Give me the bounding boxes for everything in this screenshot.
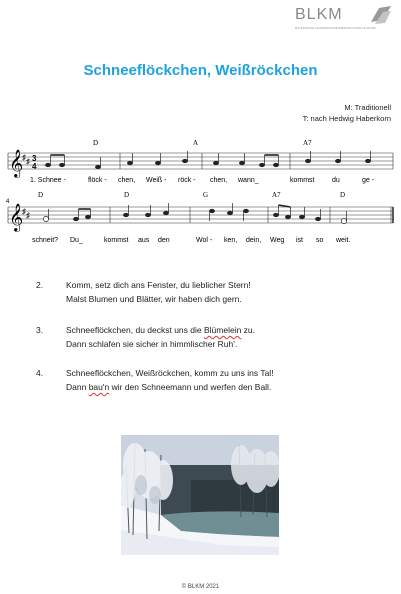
lyric-syllable: Du_ [70,237,83,244]
spellcheck-word: bau'n [88,382,110,392]
lyric-syllable: weit. [336,237,351,244]
chord: D [38,191,44,199]
chord: A [193,139,199,147]
sharp-icon: ♯ [26,157,30,166]
sharp-icon: ♯ [26,211,30,220]
lyric-syllable: chen, [210,177,228,184]
verse-line: Schneeflöckchen, Weißröckchen, komm zu uns ins Tal! [66,368,274,378]
lyric-syllable: ken, [224,237,238,244]
sharp-icon: ♯ [22,153,26,162]
chord: A7 [272,191,281,199]
music-credit: M: Traditionell [344,103,391,112]
measure-number: 4 [6,199,10,205]
chord: D [93,139,99,147]
lyric-syllable: kommst [104,237,129,244]
logo-subtitle: BAYERISCHE LANDESKOORDINIERUNGSSTELLE MUSIK [295,26,377,30]
chord: D [340,191,346,199]
time-signature-top: 3 [32,154,37,163]
lyric-syllable: flöck - [88,177,107,184]
chord: G [203,191,209,199]
lyric-syllable: aus [138,237,150,244]
lyric-syllable: 1. Schnee - [30,177,66,184]
winter-landscape-photo [121,435,279,555]
verse-line: Komm, setz dich ans Fenster, du lieblicher Stern! [66,280,251,290]
music-notes-icon [369,4,393,26]
blkm-logo [295,4,393,36]
staff-2 [8,207,393,223]
verse-line: Dann schlafen sie sicher in himmlischer Ruh'. [66,339,238,349]
lyric-syllable: chen, [118,177,136,184]
notes-staff-2 [43,203,346,224]
lyric-syllable: dein, [246,237,262,244]
lyric-syllable: so [316,237,324,244]
song-title: Schneeflöckchen, Weißröckchen [83,62,318,79]
lyric-syllable: ist [296,237,303,244]
lyric-syllable: schneit? [32,237,59,244]
lyric-syllable: Weiß - [146,177,167,184]
sheet-music [0,130,401,250]
lyric-syllable: röck - [178,177,196,184]
time-signature-bottom: 4 [32,162,37,171]
verse-number: 3. [36,325,44,335]
verse-line: Dann bau'n wir den Schneemann und werfen den Ball. [66,382,272,392]
chord: D [124,191,130,199]
chord: A7 [303,139,312,147]
notes-staff-1 [45,151,370,169]
lyric-syllable: wann_ [238,177,259,184]
verse-line: Schneeflöckchen, du deckst uns die Blümelein zu. [66,325,256,335]
copyright: © BLKM 2021 [181,584,220,590]
lyric-syllable: du [332,177,340,184]
spellcheck-word: Blümelein [203,325,242,335]
lyric-syllable: Wol - [196,237,213,244]
treble-clef-icon: 𝄞 [9,149,24,177]
lyrics-staff-1 [30,177,375,184]
lyric-syllable: Weg [270,237,285,244]
verse-line: Malst Blumen und Blätter, wir haben dich gern. [66,294,242,304]
sharp-icon: ♯ [22,207,26,216]
lyric-syllable: den [158,237,170,244]
treble-clef-icon: 𝄞 [9,203,24,231]
text-credit: T: nach Hedwig Haberkorn [302,114,391,123]
lyrics-staff-2 [32,237,350,244]
lyric-syllable: kommst [290,177,315,184]
verse-number: 2. [36,280,44,290]
logo-text: BLKM [295,6,343,23]
lyric-syllable: ge - [362,177,375,184]
verse-number: 4. [36,368,44,378]
